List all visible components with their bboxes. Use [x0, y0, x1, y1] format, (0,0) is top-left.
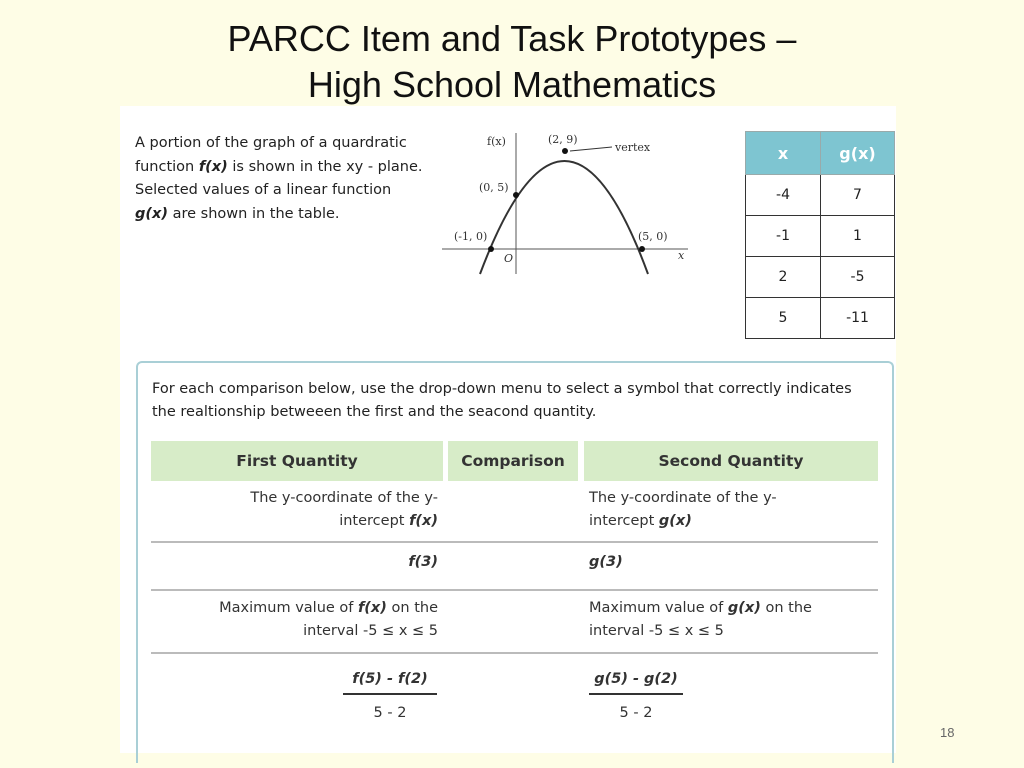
table-cell-x: -1: [746, 216, 821, 257]
slide-title: [0, 16, 1024, 108]
x-axis-label: x: [678, 249, 685, 262]
intercept-point: [513, 192, 519, 198]
table-header-row: [746, 132, 895, 175]
row1-second-fn: g(x): [658, 513, 692, 529]
row1-second-quantity: [589, 487, 817, 533]
vertex-point-label: (2, 9): [548, 133, 578, 146]
row4-first-denominator: 5 - 2: [373, 704, 407, 721]
header-first-quantity: First Quantity: [151, 441, 443, 481]
intro-text-2: is shown in the xy - plane. Selected values of a linear function: [135, 158, 423, 198]
origin-label: O: [504, 252, 514, 265]
right-root-label: (5, 0): [638, 230, 668, 243]
intercept-label: (0, 5): [479, 181, 509, 194]
intro-text-3: are shown in the table.: [168, 205, 340, 222]
row2-first-quantity: [300, 551, 438, 574]
vertex-label: vertex: [615, 141, 651, 154]
row-divider: [151, 541, 878, 543]
page-number: 18: [940, 725, 955, 740]
vertex-point: [562, 148, 568, 154]
question-instructions: For each comparison below, use the drop-down menu to select a symbol that correctly indicates the realtionship betweeen the first and the seacond quantity.: [152, 381, 852, 420]
row1-first-text: The y-coordinate of the y-intercept: [250, 490, 438, 529]
row4-second-numerator: g(5) - g(2): [594, 671, 678, 687]
row4-first-numerator: f(5) - f(2): [352, 671, 428, 687]
row3-second-quantity: [589, 597, 834, 643]
table-row: [746, 175, 895, 216]
table-cell-g: 7: [821, 175, 895, 216]
row-divider: [151, 652, 878, 654]
problem-intro: [135, 132, 425, 226]
g-values-table: [745, 131, 895, 339]
row4-second-denominator: 5 - 2: [619, 704, 653, 721]
title-line-1: PARCC Item and Task Prototypes –: [227, 18, 797, 59]
row1-second-text: The y-coordinate of the y-intercept: [589, 490, 777, 529]
table-cell-g: -5: [821, 257, 895, 298]
row3-first-fn: f(x): [358, 600, 387, 616]
intro-gx: g(x): [135, 205, 168, 222]
left-root-point: [488, 246, 494, 252]
table-cell-g: -11: [821, 298, 895, 339]
header-comparison: Comparison: [448, 441, 578, 481]
table-header-x: x: [746, 132, 821, 175]
table-row: [746, 298, 895, 339]
row4-second-fraction: [589, 671, 683, 721]
row4-first-fraction: [343, 671, 437, 721]
table-header-g: g(x): [821, 132, 895, 175]
row2-second-quantity: [589, 551, 727, 574]
table-row: [746, 216, 895, 257]
row3-first-text-b: on the interval -5 ≤ x ≤ 5: [303, 600, 438, 639]
row3-second-text-a: Maximum value of: [589, 600, 728, 616]
row3-second-text-b: on the interval -5 ≤ x ≤ 5: [589, 600, 812, 639]
table-cell-g: 1: [821, 216, 895, 257]
row2-second-fn: g(3): [589, 554, 623, 570]
row3-first-text-a: Maximum value of: [219, 600, 358, 616]
row3-second-fn: g(x): [727, 600, 761, 616]
table-cell-x: -4: [746, 175, 821, 216]
table-row: [746, 257, 895, 298]
right-root-point: [639, 246, 645, 252]
table-cell-x: 2: [746, 257, 821, 298]
title-line-2: High School Mathematics: [307, 64, 717, 105]
quadratic-graph: [440, 128, 690, 276]
table-cell-x: 5: [746, 298, 821, 339]
row3-first-quantity: [196, 597, 438, 643]
y-axis-label: f(x): [487, 135, 506, 148]
row2-first-fn: f(3): [408, 554, 438, 570]
header-second-quantity: Second Quantity: [584, 441, 878, 481]
left-root-label: (-1, 0): [454, 230, 488, 243]
intro-fx: f(x): [198, 158, 228, 175]
row-divider: [151, 589, 878, 591]
row1-first-fn: f(x): [409, 513, 438, 529]
intro-text-1: A portion of the graph of a quardratic function: [135, 135, 407, 175]
row1-first-quantity: [210, 487, 438, 533]
